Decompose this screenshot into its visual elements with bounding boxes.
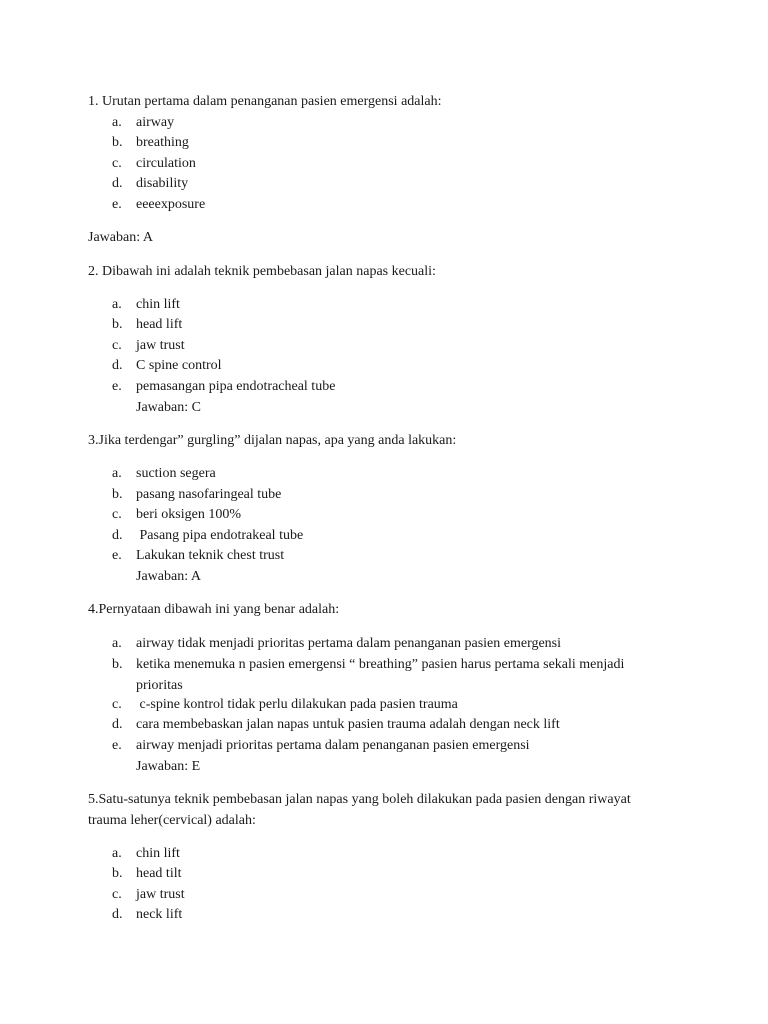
question-2-text: 2. Dibawah ini adalah teknik pembebasan jalan napas kecuali: [88,264,436,279]
option-letter: c. [112,156,122,171]
option-text: ketika menemuka n pasien emergensi “ breathing” pasien harus pertama sekali menjadi [136,657,625,672]
question-5-text-continued: trauma leher(cervical) adalah: [88,813,256,828]
option-text: head tilt [136,866,182,881]
option-text: airway menjadi prioritas pertama dalam penanganan pasien emergensi [136,738,530,753]
option-text: airway tidak menjadi prioritas pertama dalam penanganan pasien emergensi [136,636,562,651]
option-letter: e. [112,738,122,753]
option-letter: c. [112,507,122,522]
option-text: Lakukan teknik chest trust [136,548,285,563]
question-4-text: 4.Pernyataan dibawah ini yang benar adalah: [88,602,340,617]
answer-4: Jawaban: E [136,759,201,774]
option-letter: b. [112,317,123,332]
answer-3: Jawaban: A [136,569,201,584]
option-letter: c. [112,887,122,902]
option-letter: b. [112,135,123,150]
option-text: eeeexposure [136,197,206,212]
option-letter: a. [112,115,122,130]
option-text: jaw trust [136,887,185,902]
option-letter: d. [112,176,123,191]
question-5-text: 5.Satu-satunya teknik pembebasan jalan napas yang boleh dilakukan pada pasien dengan riwayat [88,792,631,807]
option-text: suction segera [136,466,216,481]
option-text: beri oksigen 100% [136,507,241,522]
answer-2: Jawaban: C [136,400,201,415]
question-1-text: 1. Urutan pertama dalam penanganan pasien emergensi adalah: [88,94,442,109]
answer-1: Jawaban: A [88,230,153,245]
option-letter: e. [112,548,122,563]
option-text: chin lift [136,297,180,312]
option-letter: b. [112,657,123,672]
option-letter: b. [112,866,123,881]
option-letter: e. [112,379,122,394]
option-text: cara membebaskan jalan napas untuk pasien trauma adalah dengan neck lift [136,717,560,732]
option-text: circulation [136,156,196,171]
option-letter: a. [112,297,122,312]
option-letter: a. [112,846,122,861]
option-letter: d. [112,907,123,922]
option-letter: e. [112,197,122,212]
question-3-text: 3.Jika terdengar” gurgling” dijalan napas, apa yang anda lakukan: [88,433,457,448]
option-text: disability [136,176,189,191]
option-letter: c. [112,697,122,712]
option-letter: a. [112,636,122,651]
option-letter: d. [112,358,123,373]
option-text: pasang nasofaringeal tube [136,487,282,502]
option-letter: c. [112,338,122,353]
option-text: C spine control [136,358,222,373]
option-text: Pasang pipa endotrakeal tube [136,528,304,543]
option-letter: b. [112,487,123,502]
option-text: head lift [136,317,183,332]
option-text: c-spine kontrol tidak perlu dilakukan pada pasien trauma [136,697,458,712]
option-text-continued: prioritas [136,678,183,693]
option-text: chin lift [136,846,180,861]
option-text: airway [136,115,175,130]
option-text: jaw trust [136,338,185,353]
option-text: neck lift [136,907,183,922]
option-letter: a. [112,466,122,481]
option-letter: d. [112,717,123,732]
option-text: breathing [136,135,189,150]
option-text: pemasangan pipa endotracheal tube [136,379,336,394]
option-letter: d. [112,528,123,543]
